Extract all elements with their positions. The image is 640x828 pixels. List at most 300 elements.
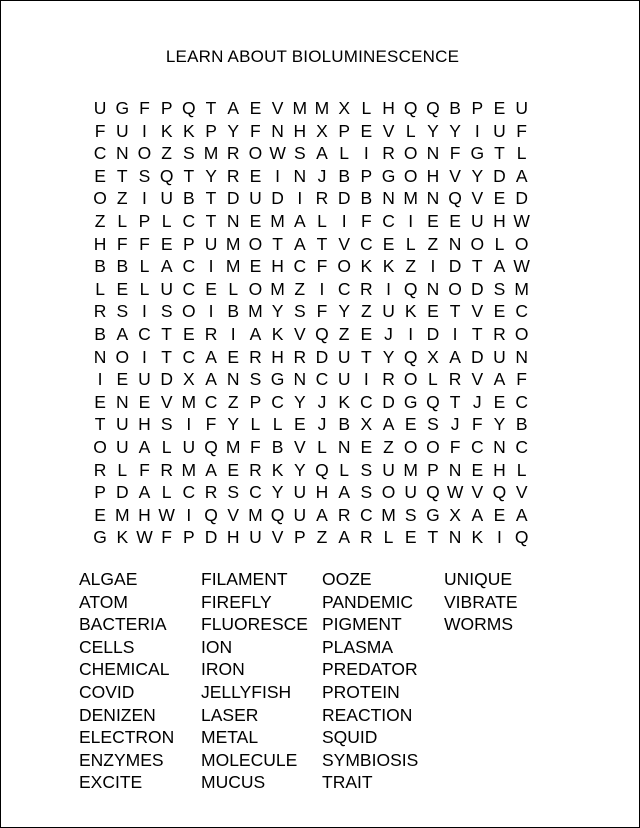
grid-letter: L: [405, 233, 416, 254]
grid-letter: M: [225, 436, 241, 457]
grid-letter: H: [271, 346, 284, 367]
grid-letter: N: [93, 346, 107, 367]
grid-letter: L: [272, 414, 283, 435]
grid-letter: D: [470, 278, 484, 299]
grid-letter: K: [404, 301, 417, 322]
grid-letter: G: [270, 369, 285, 390]
grid-letter: U: [293, 504, 307, 525]
grid-letter: G: [93, 527, 107, 548]
grid-letter: D: [204, 527, 218, 548]
grid-letter: N: [426, 278, 440, 299]
word-list-item: PLASMA: [322, 636, 393, 657]
grid-letter: U: [470, 210, 484, 231]
grid-letter: V: [271, 527, 284, 548]
grid-letter: P: [138, 210, 151, 231]
grid-letter: V: [293, 323, 306, 344]
grid-letter: B: [94, 323, 106, 344]
grid-letter: F: [449, 143, 461, 164]
grid-letter: A: [316, 143, 328, 164]
grid-letter: Y: [382, 346, 395, 367]
grid-letter: W: [269, 143, 286, 164]
grid-letter: I: [142, 301, 147, 322]
word-list-item: SYMBIOSIS: [322, 749, 419, 770]
grid-letter: X: [338, 98, 350, 118]
grid-letter: E: [449, 210, 461, 231]
grid-letter: J: [317, 391, 327, 412]
grid-letter: Z: [427, 233, 439, 254]
grid-letter: N: [337, 436, 351, 457]
grid-letter: D: [115, 482, 129, 503]
grid-letter: I: [319, 278, 325, 299]
grid-letter: H: [226, 527, 240, 548]
word-list-item: EXCITE: [79, 772, 143, 793]
grid-letter: O: [115, 346, 130, 367]
grid-letter: C: [515, 436, 528, 457]
word-list-item: TRAIT: [322, 772, 373, 793]
grid-letter: U: [249, 188, 262, 209]
grid-letter: F: [116, 233, 128, 254]
grid-letter: M: [248, 504, 263, 525]
grid-letter: S: [249, 369, 262, 390]
grid-letter: S: [293, 143, 306, 164]
grid-letter: M: [270, 278, 285, 299]
grid-letter: V: [471, 482, 484, 503]
grid-letter: W: [158, 504, 175, 525]
grid-letter: A: [160, 256, 173, 277]
grid-letter: E: [360, 436, 373, 457]
grid-letter: S: [404, 504, 417, 525]
grid-letter: Y: [493, 414, 506, 435]
grid-letter: A: [493, 369, 506, 390]
word-list-item: PREDATOR: [322, 659, 418, 680]
grid-letter: Z: [94, 210, 106, 231]
grid-letter: R: [93, 459, 107, 480]
word-list-item: CHEMICAL: [79, 659, 170, 680]
grid-letter: E: [116, 369, 129, 390]
grid-letter: S: [160, 414, 173, 435]
grid-letter: K: [183, 120, 195, 141]
grid-letter: P: [249, 391, 262, 412]
grid-letter: A: [293, 210, 306, 231]
grid-letter: Q: [492, 482, 507, 503]
grid-letter: E: [227, 346, 240, 367]
grid-letter: U: [115, 414, 129, 435]
grid-letter: V: [293, 436, 306, 457]
grid-letter: N: [115, 391, 129, 412]
grid-letter: E: [227, 459, 240, 480]
word-list-item: ELECTRON: [79, 727, 175, 748]
grid-letter: R: [160, 459, 173, 480]
grid-letter: L: [405, 120, 416, 141]
grid-letter: R: [360, 527, 373, 548]
grid-letter: X: [360, 414, 373, 435]
grid-letter: P: [94, 482, 106, 503]
grid-letter: A: [471, 504, 484, 525]
word-list-item: FLUORESCE: [201, 614, 308, 635]
grid-letter: I: [97, 369, 103, 390]
grid-letter: O: [403, 143, 418, 164]
grid-letter: N: [426, 143, 440, 164]
grid-letter: Y: [338, 301, 350, 322]
grid-letter: M: [403, 459, 418, 480]
grid-letter: S: [493, 278, 506, 299]
grid-letter: A: [205, 346, 217, 367]
word-list-item: BACTERIA: [79, 614, 167, 635]
grid-letter: E: [471, 459, 484, 480]
grid-letter: Y: [227, 414, 240, 435]
grid-letter: E: [249, 165, 262, 186]
grid-letter: D: [426, 323, 440, 344]
grid-letter: G: [115, 98, 130, 118]
grid-letter: E: [160, 233, 173, 254]
word-list-item: WORMS: [444, 614, 514, 635]
grid-letter: E: [293, 414, 306, 435]
word-list-item: FIREFLY: [201, 591, 272, 612]
grid-letter: C: [360, 504, 373, 525]
grid-letter: F: [316, 301, 328, 322]
word-column: [201, 568, 322, 794]
page-title: LEARN ABOUT BIOLUMINESCENCE: [165, 47, 460, 66]
grid-letter: Z: [161, 143, 172, 164]
grid-letter: D: [470, 346, 484, 367]
grid-letter: V: [271, 98, 284, 118]
grid-letter: H: [138, 414, 151, 435]
grid-letter: C: [360, 233, 373, 254]
word-list-item: UNIQUE: [444, 569, 513, 589]
grid-letter: S: [360, 459, 373, 480]
grid-letter: H: [493, 210, 506, 231]
grid-letter: C: [337, 278, 351, 299]
grid-letter: T: [161, 323, 172, 344]
grid-letter: L: [95, 278, 105, 299]
grid-letter: L: [383, 527, 394, 548]
grid-letter: A: [138, 436, 151, 457]
grid-letter: M: [403, 188, 418, 209]
grid-letter: C: [182, 482, 196, 503]
grid-letter: F: [449, 436, 461, 457]
grid-letter: E: [205, 278, 217, 299]
grid-letter: U: [337, 346, 351, 367]
grid-letter: K: [338, 391, 350, 412]
grid-letter: M: [225, 256, 241, 277]
grid-letter: E: [493, 98, 506, 118]
letter-grid: [89, 97, 533, 549]
grid-letter: J: [384, 323, 393, 344]
grid-letter: L: [317, 210, 327, 231]
grid-letter: U: [515, 98, 528, 118]
grid-letter: L: [228, 278, 239, 299]
grid-letter: V: [515, 482, 528, 503]
grid-letter: A: [338, 527, 350, 548]
word-list-item: OOZE: [322, 569, 372, 589]
grid-letter: C: [204, 391, 218, 412]
grid-letter: Q: [426, 98, 440, 118]
grid-letter: S: [116, 301, 129, 322]
grid-letter: W: [513, 210, 530, 231]
grid-letter: L: [516, 143, 527, 164]
grid-letter: H: [493, 459, 506, 480]
grid-letter: E: [249, 256, 262, 277]
word-list-item: MOLECULE: [201, 749, 298, 770]
grid-letter: I: [208, 301, 214, 322]
grid-letter: D: [271, 188, 284, 209]
word-list-item: ION: [201, 636, 233, 657]
grid-letter: T: [205, 188, 217, 209]
grid-letter: O: [137, 143, 152, 164]
grid-letter: I: [341, 210, 347, 231]
grid-letter: N: [293, 369, 307, 390]
grid-letter: E: [493, 391, 506, 412]
grid-letter: C: [249, 482, 262, 503]
grid-letter: B: [227, 301, 240, 322]
grid-letter: E: [94, 165, 106, 186]
grid-letter: R: [226, 165, 240, 186]
grid-letter: B: [515, 414, 528, 435]
grid-letter: U: [160, 278, 173, 299]
grid-letter: L: [161, 436, 172, 457]
grid-letter: E: [94, 504, 106, 525]
grid-letter: L: [317, 436, 327, 457]
word-list-item: ENZYMES: [79, 749, 164, 770]
grid-letter: U: [138, 369, 151, 390]
grid-letter: Y: [227, 120, 240, 141]
grid-letter: F: [205, 414, 217, 435]
grid-letter: Y: [205, 165, 217, 186]
grid-letter: Z: [316, 527, 328, 548]
grid-letter: R: [293, 346, 307, 367]
grid-letter: E: [249, 210, 262, 231]
word-column: [79, 568, 201, 794]
grid-letter: F: [139, 233, 150, 254]
grid-letter: X: [316, 120, 328, 141]
grid-letter: Q: [315, 323, 329, 344]
grid-letter: N: [493, 436, 506, 457]
grid-letter: B: [449, 98, 461, 118]
grid-letter: P: [205, 120, 217, 141]
grid-letter: L: [361, 98, 372, 118]
grid-letter: I: [142, 188, 147, 209]
grid-letter: A: [205, 459, 217, 480]
grid-letter: C: [515, 391, 528, 412]
word-list: [79, 568, 554, 794]
word-list-item: FILAMENT: [201, 569, 288, 589]
grid-letter: O: [470, 233, 485, 254]
word-list-item: PANDEMIC: [322, 591, 414, 612]
grid-letter: N: [271, 120, 284, 141]
grid-letter: R: [249, 459, 262, 480]
grid-letter: M: [181, 391, 197, 412]
grid-letter: X: [427, 346, 439, 367]
grid-letter: O: [248, 233, 263, 254]
grid-letter: J: [472, 391, 482, 412]
grid-letter: H: [93, 233, 107, 254]
grid-letter: T: [449, 301, 461, 322]
grid-letter: Y: [293, 391, 306, 412]
grid-letter: K: [471, 527, 484, 548]
grid-letter: D: [315, 346, 329, 367]
grid-letter: L: [117, 459, 128, 480]
grid-letter: V: [382, 120, 395, 141]
grid-letter: N: [293, 165, 307, 186]
grid-letter: A: [515, 165, 528, 186]
word-list-item: METAL: [201, 727, 259, 748]
grid-letter: C: [515, 301, 528, 322]
grid-letter: V: [160, 391, 173, 412]
grid-letter: R: [226, 143, 240, 164]
grid-letter: G: [426, 504, 440, 525]
grid-letter: K: [271, 459, 284, 480]
grid-letter: W: [513, 256, 530, 277]
grid-letter: F: [250, 436, 261, 457]
grid-letter: Z: [294, 278, 306, 299]
grid-letter: D: [160, 369, 173, 390]
grid-letter: A: [227, 98, 240, 118]
grid-letter: B: [360, 188, 373, 209]
grid-letter: C: [470, 436, 484, 457]
grid-letter: E: [360, 120, 373, 141]
grid-letter: D: [448, 256, 462, 277]
grid-letter: U: [249, 527, 262, 548]
grid-letter: F: [139, 459, 150, 480]
grid-letter: I: [452, 323, 458, 344]
grid-letter: N: [448, 233, 462, 254]
grid-letter: R: [337, 504, 351, 525]
word-list-item: IRON: [201, 659, 245, 680]
grid-letter: U: [182, 436, 196, 457]
grid-letter: L: [161, 482, 172, 503]
grid-letter: C: [293, 256, 307, 277]
grid-letter: I: [363, 143, 369, 164]
grid-letter: O: [514, 233, 529, 254]
grid-letter: Q: [204, 504, 218, 525]
grid-letter: I: [142, 120, 147, 141]
grid-letter: M: [203, 143, 219, 164]
grid-letter: E: [404, 414, 417, 435]
grid-letter: I: [297, 188, 303, 209]
grid-letter: R: [493, 323, 506, 344]
grid-letter: Y: [449, 120, 461, 141]
grid-letter: F: [516, 120, 527, 141]
grid-letter: F: [516, 369, 527, 390]
grid-letter: U: [337, 369, 351, 390]
grid-letter: M: [270, 210, 285, 231]
grid-letter: O: [93, 436, 107, 457]
grid-letter: O: [426, 436, 440, 457]
grid-letter: T: [471, 256, 483, 277]
grid-letter: U: [93, 98, 107, 118]
word-list-item: ALGAE: [79, 569, 138, 589]
grid-letter: R: [315, 188, 329, 209]
grid-letter: D: [493, 165, 506, 186]
grid-letter: R: [360, 278, 373, 299]
grid-letter: E: [94, 391, 106, 412]
grid-letter: V: [471, 369, 484, 390]
grid-letter: Z: [116, 188, 128, 209]
grid-letter: L: [250, 414, 261, 435]
grid-letter: K: [271, 323, 284, 344]
grid-letter: Q: [270, 504, 285, 525]
grid-letter: Q: [403, 278, 418, 299]
grid-letter: P: [471, 98, 484, 118]
grid-letter: Y: [427, 120, 439, 141]
grid-letter: P: [160, 98, 173, 118]
grid-letter: B: [116, 256, 129, 277]
grid-letter: O: [93, 188, 107, 209]
grid-letter: F: [94, 120, 106, 141]
grid-letter: O: [248, 278, 263, 299]
grid-letter: V: [338, 233, 350, 254]
grid-letter: D: [382, 391, 395, 412]
grid-letter: W: [446, 482, 464, 503]
grid-letter: Q: [204, 436, 218, 457]
grid-letter: N: [515, 346, 528, 367]
grid-letter: N: [426, 188, 440, 209]
grid-letter: W: [136, 527, 153, 548]
grid-letter: A: [382, 414, 395, 435]
grid-letter: G: [470, 143, 485, 164]
grid-letter: O: [403, 165, 418, 186]
grid-letter: Q: [159, 165, 174, 186]
grid-letter: H: [293, 120, 307, 141]
grid-letter: I: [474, 120, 480, 141]
word-list-item: PROTEIN: [322, 681, 400, 702]
grid-letter: I: [186, 414, 192, 435]
grid-letter: X: [449, 504, 461, 525]
grid-letter: A: [116, 323, 129, 344]
grid-letter: I: [430, 256, 436, 277]
grid-letter: A: [449, 346, 461, 367]
grid-letter: U: [204, 233, 218, 254]
grid-letter: P: [360, 165, 373, 186]
grid-letter: V: [471, 301, 484, 322]
grid-letter: A: [493, 256, 506, 277]
grid-letter: Q: [182, 98, 196, 118]
grid-letter: T: [161, 346, 172, 367]
grid-letter: X: [183, 369, 195, 390]
grid-letter: N: [448, 527, 462, 548]
word-list-item: COVID: [79, 681, 135, 702]
word-list-item: MUCUS: [201, 772, 266, 793]
grid-letter: Q: [315, 459, 329, 480]
grid-letter: Y: [271, 482, 284, 503]
grid-letter: O: [514, 323, 529, 344]
grid-letter: S: [360, 482, 373, 503]
grid-letter: L: [494, 233, 505, 254]
grid-letter: N: [226, 210, 240, 231]
grid-letter: M: [292, 98, 308, 118]
grid-letter: E: [116, 278, 129, 299]
grid-letter: E: [249, 98, 262, 118]
grid-letter: P: [183, 233, 195, 254]
grid-letter: A: [249, 323, 262, 344]
grid-letter: L: [139, 278, 150, 299]
grid-letter: Z: [227, 391, 239, 412]
grid-letter: S: [427, 414, 439, 435]
grid-letter: E: [493, 301, 506, 322]
grid-letter: U: [382, 459, 395, 480]
grid-letter: C: [182, 256, 196, 277]
grid-letter: T: [316, 233, 328, 254]
grid-letter: S: [138, 165, 151, 186]
grid-letter: I: [408, 323, 414, 344]
word-column: [444, 568, 554, 794]
grid-letter: C: [138, 323, 151, 344]
grid-letter: R: [93, 301, 107, 322]
grid-letter: A: [205, 369, 217, 390]
grid-letter: A: [293, 233, 306, 254]
word-list-item: REACTION: [322, 704, 413, 725]
grid-letter: C: [382, 210, 395, 231]
